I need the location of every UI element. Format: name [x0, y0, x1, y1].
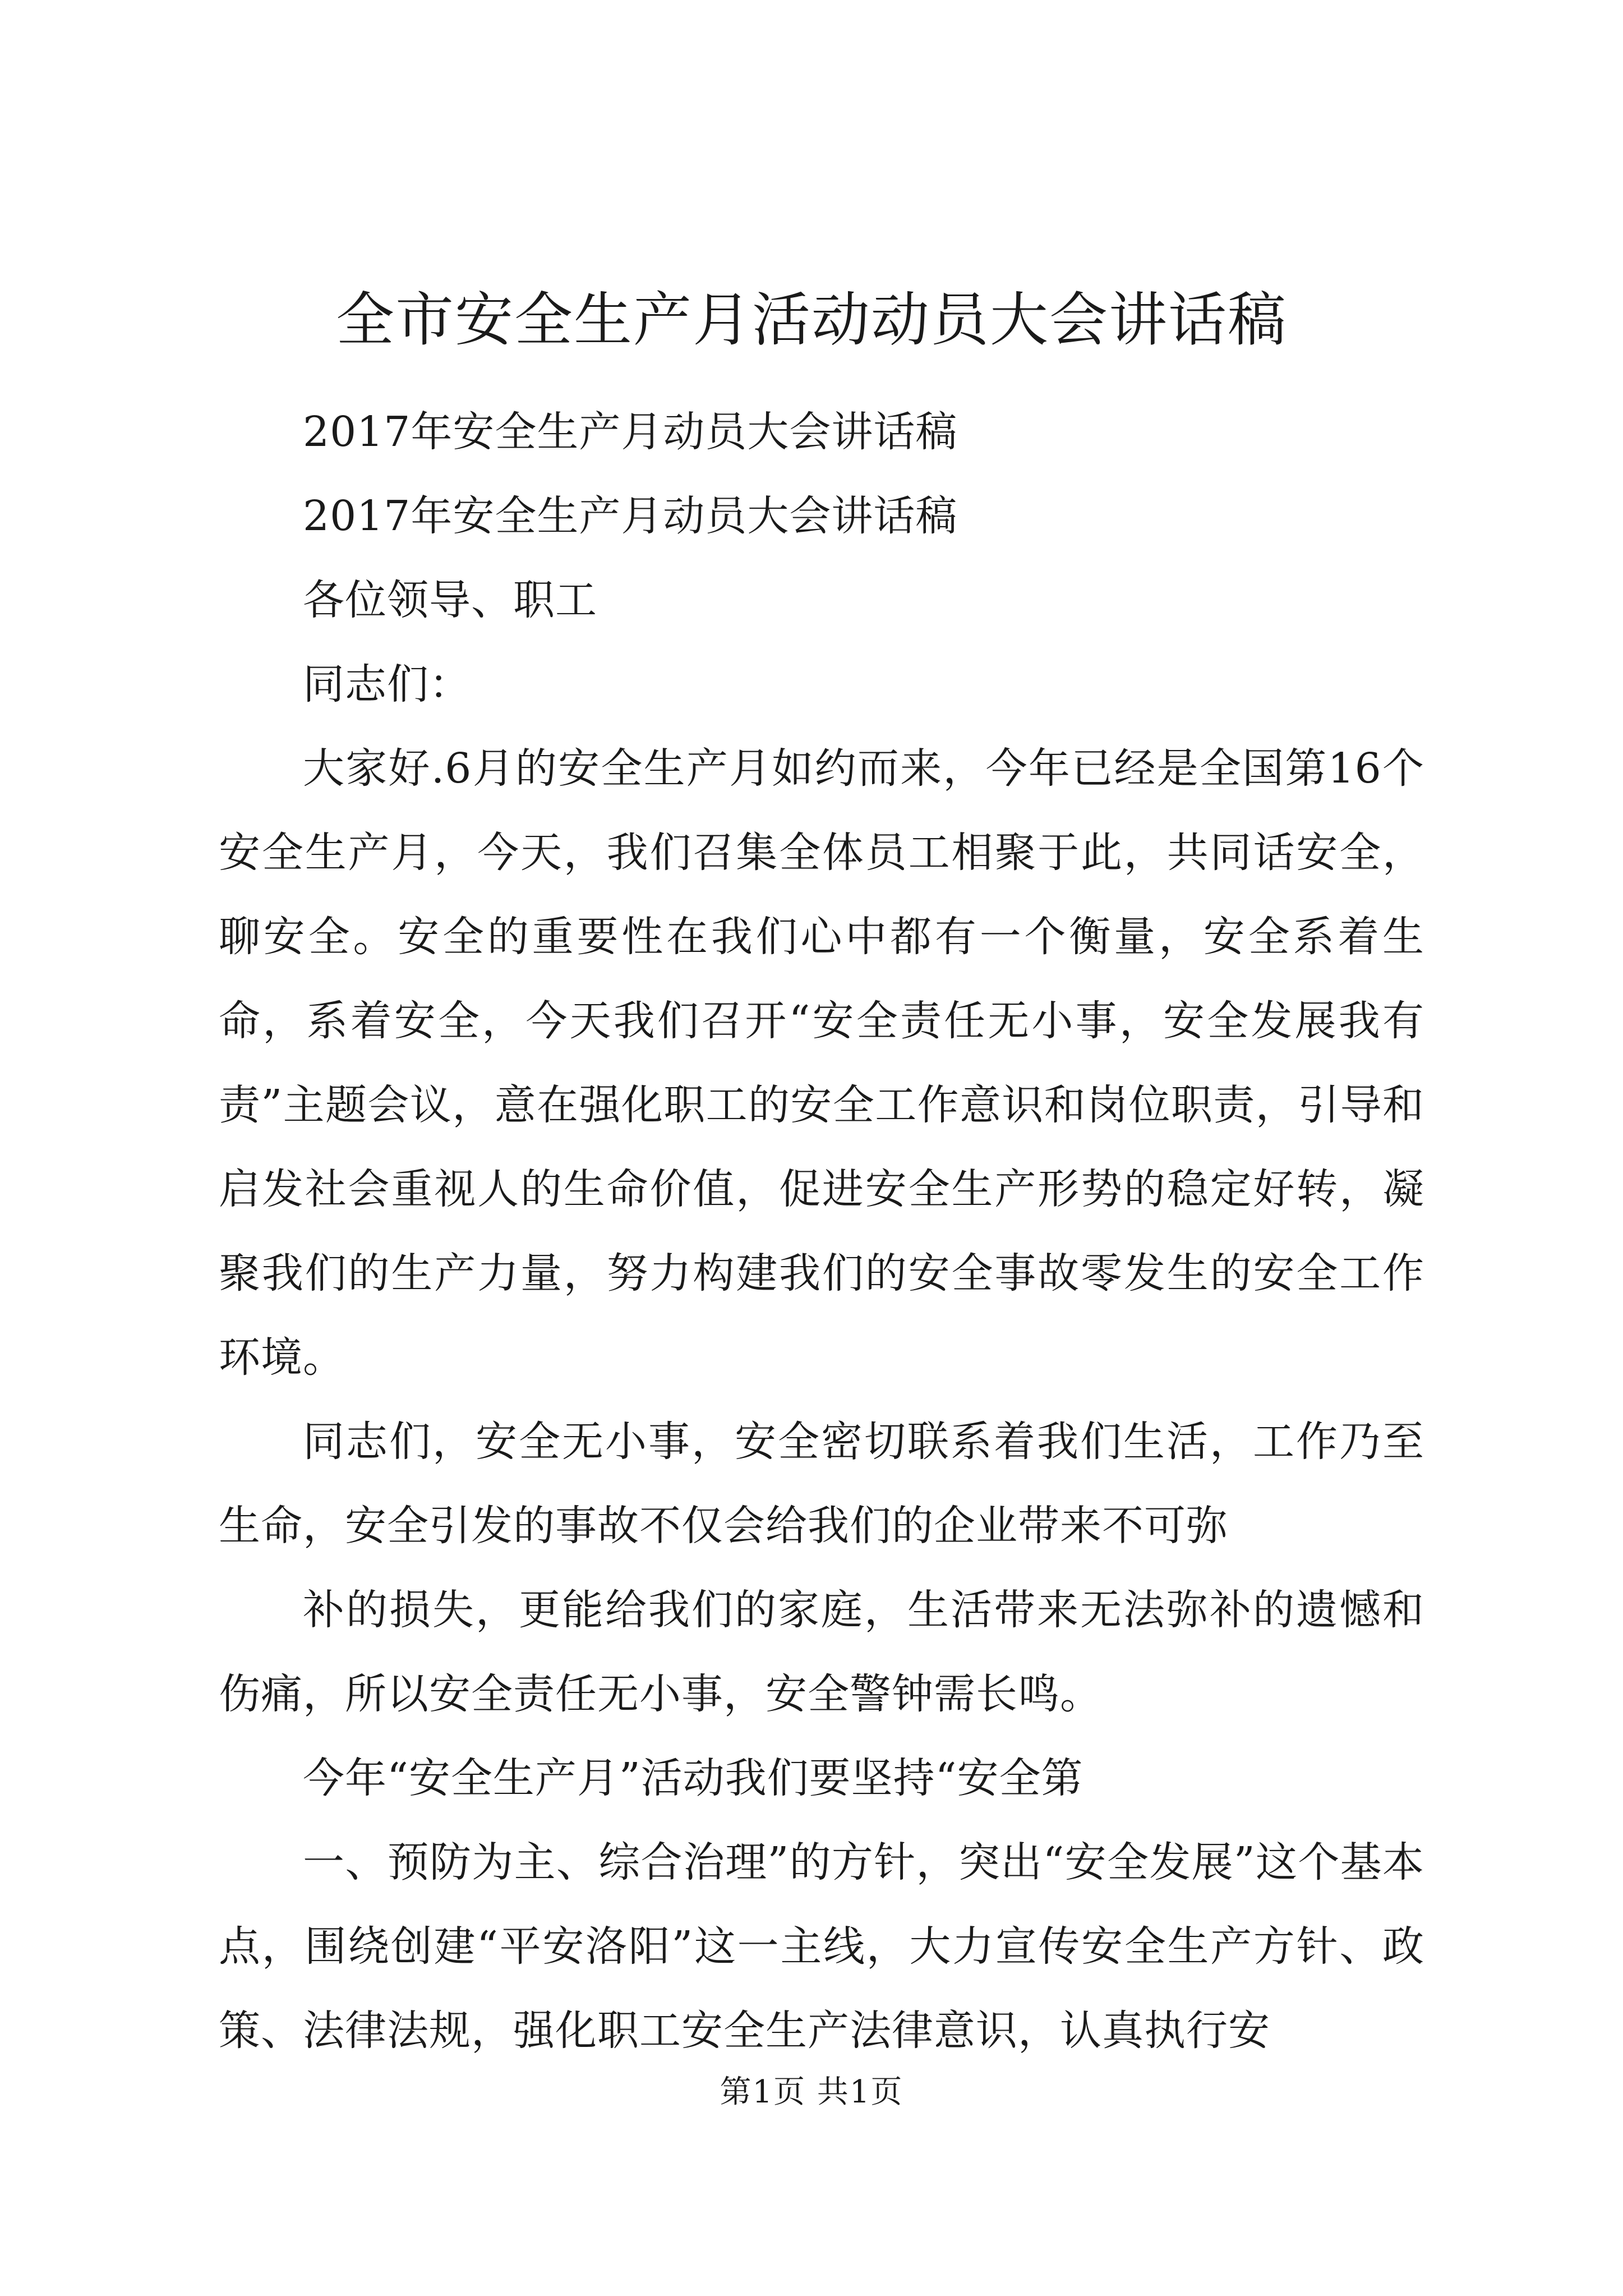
body-paragraph: 大家好.6月的安全生产月如约而来，今年已经是全国第16个安全生产月，今天，我们召集全体员工相聚于此，共同话安全，聊安全。安全的重要性在我们心中都有一个衡量，安全系着生命，系着安全，今天我们召开“安全责任无小事，安全发展我有责”主题会议，意在强化职工的安全工作意识和岗位职责，引导和启发社会重视人的生命价值，促进安全生产形势的稳定好转，凝聚我们的生产力量，努力构建我们的安全事故零发生的安全工作环境。: [219, 744, 1424, 1382]
subtitle-line-1: 2017年安全生产月动员大会讲话稿: [303, 408, 958, 456]
salutation-line: 各位领导、职工: [303, 576, 597, 624]
greeting-line: 同志们：: [303, 660, 471, 708]
body-paragraph: 今年“安全生产月”活动我们要坚持“安全第: [303, 1754, 1083, 1802]
body-paragraph: 同志们，安全无小事，安全密切联系着我们生活，工作乃至生命，安全引发的事故不仅会给我们的企业带来不可弥: [219, 1418, 1424, 1550]
body-paragraph: 一、预防为主、综合治理”的方针，突出“安全发展”这个基本点，围绕创建“平安洛阳”这一主线，大力宣传安全生产方针、政策、法律法规，强化职工安全生产法律意识，认真执行安: [219, 1838, 1424, 2055]
body-paragraph: 补的损失，更能给我们的家庭，生活带来无法弥补的遗憾和伤痛，所以安全责任无小事，安全警钟需长鸣。: [219, 1586, 1424, 1718]
page-footer: 第1页 共1页: [720, 2074, 903, 2110]
subtitle-line-2: 2017年安全生产月动员大会讲话稿: [303, 492, 958, 540]
document-body: [219, 390, 1424, 2073]
document-title: 全市安全生产月活动动员大会讲话稿: [335, 286, 1287, 354]
